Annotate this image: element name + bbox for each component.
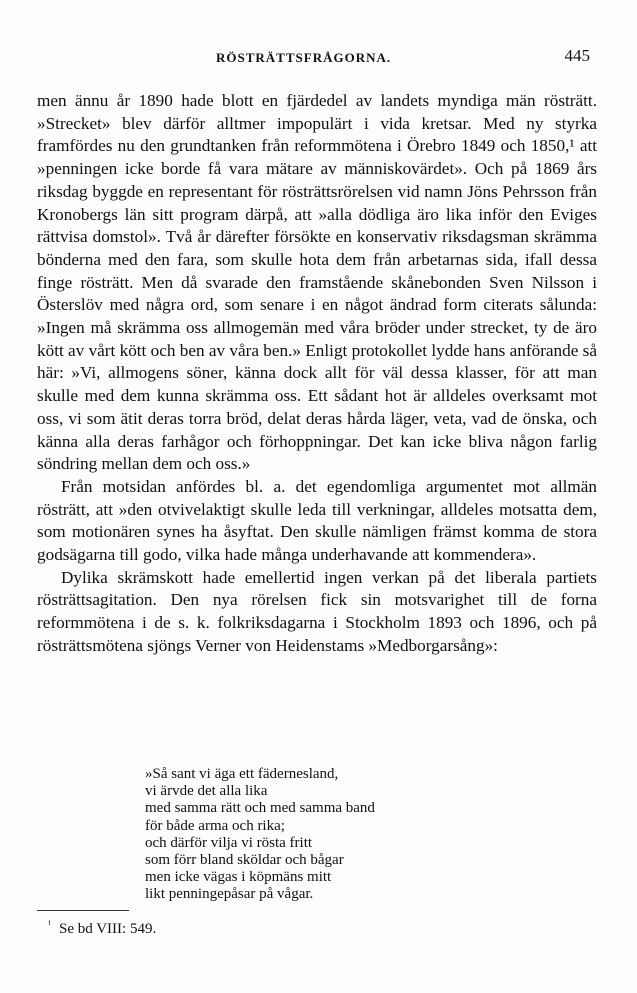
footnote — [48, 916, 156, 938]
paragraph: men ännu år 1890 hade blott en fjärdedel av landets myndiga män rösträtt. »Strecket» blev därför alltmer impopulärt i vida kretsar. Med ny styrka framfördes nu den grundtanken från reformmötena i Örebro 1849 och 1850,¹ att »penningen icke borde få vara mätare av människovärdet». Och på 1869 års riksdag byggde en representant för rösträttsrörelsen vid namn Jöns Pehrsson från Kronobergs län sitt program därpå, att »alla dödliga äro lika inför den Eviges rättvisa domstol». Två år därefter försökte en konservativ riksdagsman skrämma bönderna med den fara, som skulle hota dem från arbetarnas sida, ifall dessa finge rösträtt. Men då svarade den framstående skånebonden Sven Nilsson i Österslöv med några ord, som senare i en något ändrad form citerats sålunda: »Ingen må skrämma oss allmogemän med våra bröder under strecket, ty de äro kött av vårt kött och ben av våra ben.» Enligt protokollet lydde hans anförande så här: »Vi, allmogens söner, känna dock allt för väl dessa klasser, för att man skulle med dem kunna skrämma oss. Ett sådant hot är alldeles overksamt mot oss, vi som ätit deras torra bröd, delat deras hårda läger, veta, vad de önska, och känna alla deras farhågor och förhoppningar. Det kan icke bliva någon farlig söndring mellan dem och oss.» — [37, 91, 597, 474]
page-number: 445 — [564, 46, 590, 65]
poem-line: »Så sant vi äga ett fädernesland, — [145, 766, 339, 782]
paragraph: Från motsidan anfördes bl. a. det egendomliga argumentet mot allmän rösträtt, att »den otvivelaktigt skulle leda till verkningar, alldeles motsatta dem, som motionären synes ha åsyftat. Den skulle nämligen främst komma de stora godsägarna till godo, vilka hade många underhavande att kommendera». — [37, 476, 597, 565]
footnote-text: Se bd VIII: 549. — [59, 921, 157, 937]
poem-line: för både arma och rika; — [145, 817, 285, 834]
poem-line: som förr bland sköldar och bågar — [145, 852, 344, 869]
poem-line: men icke vägas i köpmäns mitt — [145, 869, 332, 886]
running-title: RÖSTRÄTTSFRÅGORNA. — [216, 50, 392, 65]
poem-line: vi ärvde det alla lika — [145, 783, 268, 800]
running-header — [36, 46, 594, 68]
footnote-marker: ¹ — [48, 919, 51, 930]
poem-line: likt penningepåsar på vågar. — [145, 886, 314, 903]
poem-line: och därför vilja vi rösta fritt — [145, 834, 313, 851]
footnote-divider — [37, 910, 129, 911]
paragraph: Dylika skrämskott hade emellertid ingen verkan på det liberala partiets rösträttsagitation. Den nya rörelsen fick sin motsvarighet till de forna reformmötena i de s. k. folkriksdagarna i Stockholm 1893 och 1896, och på rösträttsmötena sjöngs Verner von Heidenstams »Medborgarsång»: — [37, 567, 597, 655]
body-text — [37, 90, 597, 658]
poem-line: med samma rätt och med samma band — [145, 800, 375, 817]
poem-quotation — [145, 766, 565, 904]
